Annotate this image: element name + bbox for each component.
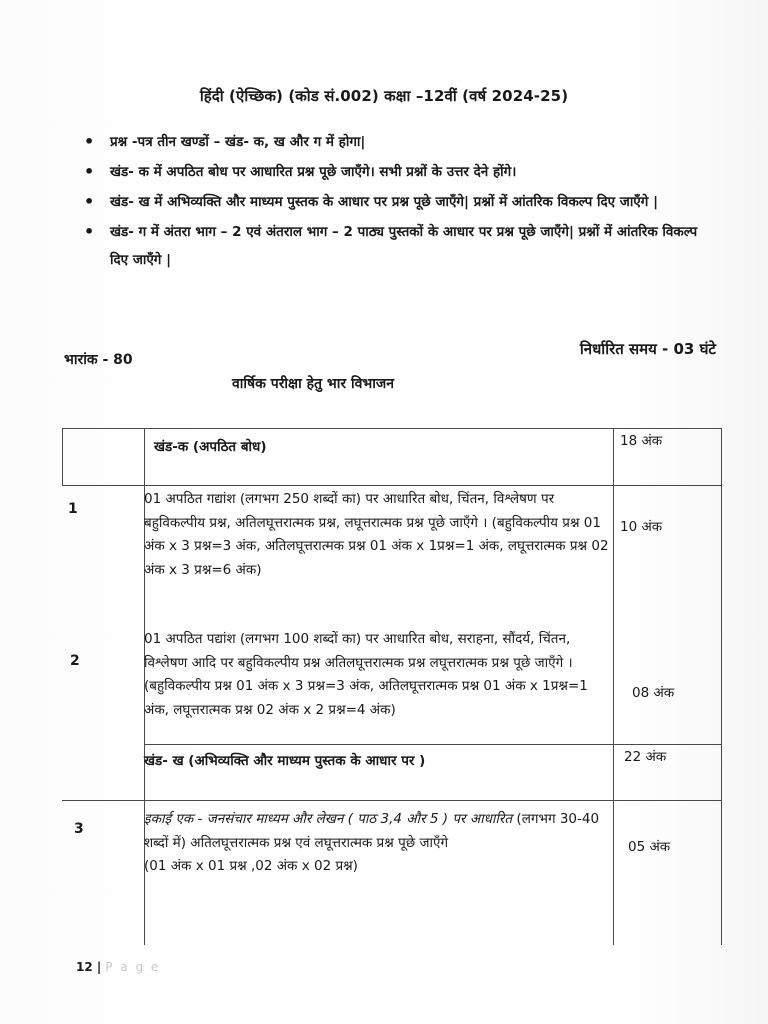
row-number: 3 bbox=[74, 821, 84, 837]
table-border bbox=[62, 485, 722, 486]
table-border bbox=[721, 428, 722, 945]
page-number: 12 | bbox=[76, 960, 102, 974]
instruction-list bbox=[82, 128, 718, 276]
row-2-marks: 08 अंक bbox=[632, 685, 675, 701]
row-number: 1 bbox=[68, 501, 78, 517]
weightage-table bbox=[62, 428, 724, 945]
row-3-marks: 05 अंक bbox=[628, 839, 671, 855]
instruction-item: • खंड- ग में अंतरा भाग – 2 एवं अंतराल भाग – 2 पाठ्य पुस्तकों के आधार पर प्रश्न पूछे जाएँगे| प्रश्नों में आंतरिक विकल्प दिए जाएँगे | bbox=[82, 218, 718, 274]
table-border bbox=[62, 800, 722, 801]
page-word: P a g e bbox=[105, 960, 161, 974]
row-number: 2 bbox=[70, 653, 80, 669]
row-3-marks-breakdown: (01 अंक x 01 प्रश्न ,02 अंक x 02 प्रश्न) bbox=[144, 858, 358, 874]
row-3-unit-title: इकाई एक - जनसंचार माध्यम और लेखन ( पाठ 3,4 और 5 ) पर आधारित bbox=[144, 811, 513, 827]
section-a-marks: 18 अंक bbox=[620, 433, 663, 449]
weightage-subtitle: वार्षिक परीक्षा हेतु भार विभाजन bbox=[232, 376, 394, 392]
instruction-item: • प्रश्न -पत्र तीन खण्डों – खंड- क, ख और ग में होगा| bbox=[82, 128, 718, 156]
table-border bbox=[62, 428, 722, 429]
time-allowed: निर्धारित समय - 03 घंटे bbox=[579, 340, 716, 358]
table-border bbox=[613, 428, 614, 945]
row-3-text: (लगभग 30-40 शब्दों में) अतिलघूत्तरात्मक प्रश्न एवं लघूत्तरात्मक प्रश्न पूछे जाएँगे bbox=[144, 811, 600, 851]
section-b-title: खंड- ख (अभिव्यक्ति और माध्यम पुस्तक के आधार पर ) bbox=[144, 753, 426, 769]
total-marks: भारांक - 80 bbox=[64, 352, 133, 368]
table-border bbox=[62, 428, 63, 486]
page-footer bbox=[76, 960, 160, 974]
row-1-marks: 10 अंक bbox=[620, 519, 663, 535]
section-a-title: खंड-क (अपठित बोध) bbox=[154, 439, 267, 455]
row-2-description: 01 अपठित पद्यांश (लगभग 100 शब्दों का) पर आधारित बोध, सराहना, सौंदर्य, चिंतन, विश्लेषण आदि पर बहुविकल्पीय प्रश्न अतिलघूत्तरात्मक प्रश्न लघूत्तरात्मक प्रश्न पूछे जाएँगे । (बहुविकल्पीय प्रश्न 01 अंक x 3 प्रश्न=3 अंक, अतिलघूत्तरात्मक प्रश्न 01 अंक x 1प्रश्न=1 अंक, लघूत्तरात्मक प्रश्न 02 अंक x 2 प्रश्न=4 अंक) bbox=[144, 631, 588, 718]
instruction-item: • खंड- ख में अभिव्यक्ति और माध्यम पुस्तक के आधार पर प्रश्न पूछे जाएँगे| प्रश्नों में आंतरिक विकल्प दिए जाएँगे | bbox=[82, 188, 718, 216]
instruction-item: • खंड- क में अपठित बोध पर आधारित प्रश्न पूछे जाएँगे। सभी प्रश्नों के उत्तर देने होंगे। bbox=[82, 158, 718, 186]
section-b-marks: 22 अंक bbox=[624, 749, 667, 765]
row-1-description: 01 अपठित गद्यांश (लगभग 250 शब्दों का) पर आधारित बोध, चिंतन, विश्लेषण पर बहुविकल्पीय प्रश्न, अतिलघूत्तरात्मक प्रश्न, लघूत्तरात्मक प्रश्न पूछे जाएँगे । (बहुविकल्पीय प्रश्न 01 अंक x 3 प्रश्न=3 अंक, अतिलघूत्तरात्मक प्रश्न 01 अंक x 1प्रश्न=1 अंक, लघूत्तरात्मक प्रश्न 02 अंक x 3 प्रश्न=6 अंक) bbox=[144, 491, 609, 578]
document-title: हिंदी (ऐच्छिक) (कोड सं.002) कक्षा –12वीं (वर्ष 2024-25) bbox=[199, 87, 569, 105]
table-border bbox=[144, 744, 722, 745]
row-3-description bbox=[144, 808, 610, 879]
